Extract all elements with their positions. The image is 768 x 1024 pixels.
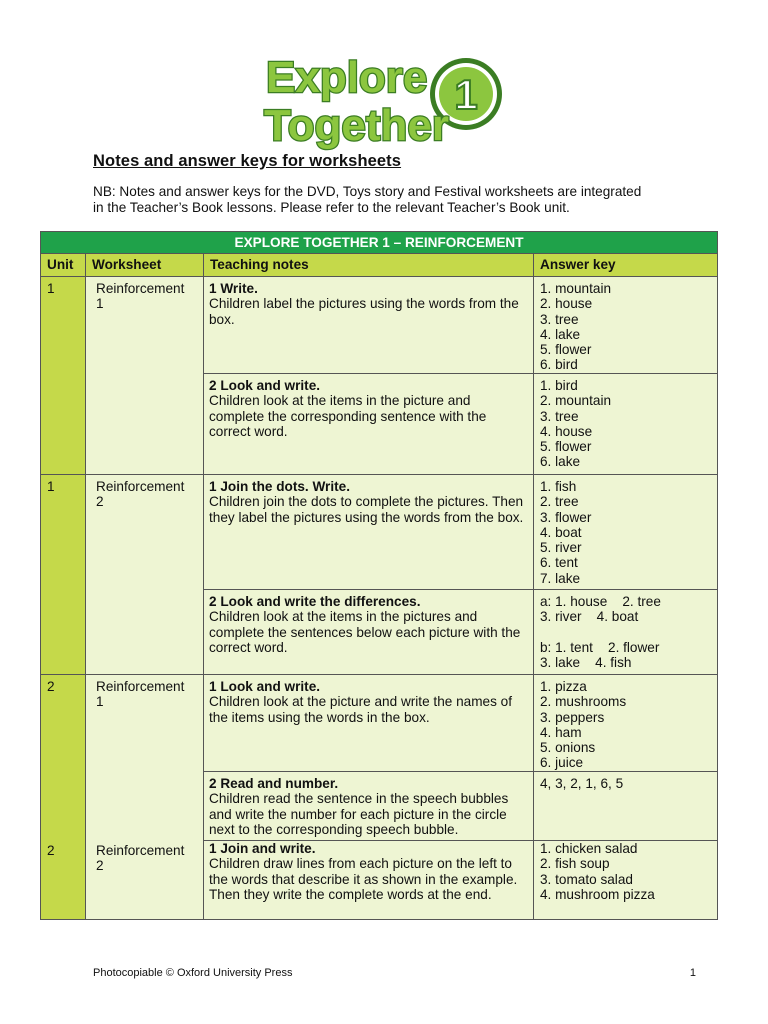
answer-item: 2. mountain: [540, 393, 612, 409]
answer-item: 5. flower: [540, 439, 592, 455]
explore-together-logo: [258, 48, 514, 154]
teaching-note: [204, 475, 534, 590]
answer-item: 6. bird: [540, 357, 578, 373]
task-description: Children label the pictures using the words from the box.: [209, 296, 519, 327]
task-title: 2 Read and number.: [209, 776, 339, 791]
page-title: Notes and answer keys for worksheets: [93, 152, 402, 170]
task-description: Children look at the items in the pictures and complete the sentences below each picture with the correct word.: [209, 609, 521, 655]
logo-graphic: [258, 48, 514, 154]
task-description: Children look at the items in the picture and complete the corresponding sentence with the correct word.: [209, 393, 487, 439]
table-banner: EXPLORE TOGETHER 1 – REINFORCEMENT: [41, 232, 718, 254]
worksheet-cell: Reinforcement 1: [86, 277, 204, 475]
answer-gap: [540, 625, 711, 640]
unit-cell: 1: [41, 277, 86, 475]
header-teaching-notes: Teaching notes: [204, 254, 534, 277]
logo-word-together: Together: [264, 101, 449, 150]
header-answer-key: Answer key: [534, 254, 718, 277]
answer-item: 3. river 4. boat: [540, 609, 639, 625]
answer-item: 5. flower: [540, 342, 592, 358]
answer-item: 4. house: [540, 423, 593, 439]
table-row: [41, 675, 718, 772]
answer-item: 7. lake: [540, 570, 581, 586]
footer-copyright: Photocopiable © Oxford University Press: [93, 967, 293, 979]
table-banner-row: [41, 232, 718, 254]
worksheet-cell: Reinforcement 2: [96, 843, 185, 874]
answer-item: 1. chicken salad: [540, 841, 638, 856]
answer-item: a: 1. house 2. tree: [540, 594, 661, 609]
teaching-note: [204, 374, 534, 475]
table-row: [41, 277, 718, 374]
answer-item: b: 1. tent 2. flower: [540, 639, 660, 655]
answer-item: 5. onions: [540, 740, 596, 756]
answer-item: 1. fish: [540, 479, 577, 494]
task-title: 2 Look and write.: [209, 378, 321, 393]
answer-item: 2. house: [540, 296, 593, 312]
answer-item: 4. lake: [540, 326, 581, 342]
worksheet-cell: Reinforcement 1: [96, 679, 185, 710]
answer-item: 4, 3, 2, 1, 6, 5: [540, 776, 624, 791]
teaching-note: [204, 772, 534, 841]
logo-word-explore: Explore: [266, 53, 428, 102]
answer-item: 3. lake 4. fish: [540, 655, 632, 671]
answer-item: 6. tent: [540, 555, 578, 571]
answer-key: [534, 374, 718, 475]
task-title: 1 Join the dots. Write.: [209, 479, 350, 494]
answer-key: [534, 675, 718, 772]
answer-item: 4. boat: [540, 524, 582, 540]
answer-key-table: [40, 231, 718, 920]
task-description: Children draw lines from each picture on the left to the words that describe it as shown in the example. Then they write the complete words at the end.: [209, 856, 518, 902]
answer-item: 1. mountain: [540, 281, 612, 296]
header-unit: Unit: [41, 254, 86, 277]
unit-cell-group: [41, 675, 86, 920]
answer-key: [534, 772, 718, 841]
header-worksheet: Worksheet: [86, 254, 204, 277]
unit-cell: 2: [47, 843, 55, 858]
answer-key: [534, 590, 718, 675]
unit-cell: 1: [41, 475, 86, 675]
answer-item: 6. lake: [540, 454, 581, 470]
answer-item: 6. juice: [540, 755, 584, 771]
answer-item: 3. tomato salad: [540, 871, 633, 887]
answer-item: 2. mushrooms: [540, 694, 627, 710]
answer-item: 3. flower: [540, 509, 592, 525]
answer-item: 2. tree: [540, 494, 579, 510]
answer-item: 5. river: [540, 540, 582, 556]
task-title: 2 Look and write the differences.: [209, 594, 421, 609]
answer-item: 1. pizza: [540, 679, 587, 694]
worksheet-cell-group: [86, 675, 204, 920]
answer-item: 3. tree: [540, 408, 579, 424]
task-description: Children read the sentence in the speech bubbles and write the number for each picture in the circle next to the corresponding speech bubble.: [209, 791, 509, 837]
answer-key: [534, 841, 718, 920]
teaching-note: [204, 590, 534, 675]
task-title: 1 Look and write.: [209, 679, 321, 694]
task-description: Children join the dots to complete the pictures. Then they label the pictures using the words from the box.: [209, 494, 524, 525]
answer-item: 2. fish soup: [540, 856, 610, 872]
intro-line-1: NB: Notes and answer keys for the DVD, Toys story and Festival worksheets are integrated: [93, 184, 642, 199]
intro-line-2: in the Teacher’s Book lessons. Please refer to the relevant Teacher’s Book unit.: [93, 200, 570, 215]
task-title: 1 Write.: [209, 281, 258, 296]
answer-item: 3. peppers: [540, 709, 605, 725]
answer-key: [534, 475, 718, 590]
table-row: [41, 475, 718, 590]
teaching-note: [204, 277, 534, 374]
answer-item: 4. mushroom pizza: [540, 886, 655, 902]
intro-note: [93, 184, 693, 216]
page-number: 1: [689, 967, 696, 979]
answer-item: 4. ham: [540, 724, 582, 740]
teaching-note: [204, 675, 534, 772]
answer-key: [534, 277, 718, 374]
answer-item: 3. tree: [540, 311, 579, 327]
table-header-row: [41, 254, 718, 277]
answer-item: 1. bird: [540, 378, 578, 393]
unit-cell: 2: [47, 679, 55, 694]
logo-badge-number: 1: [454, 71, 478, 118]
task-description: Children look at the picture and write the names of the items using the words in the box.: [209, 694, 513, 725]
task-title: 1 Join and write.: [209, 841, 316, 856]
worksheet-cell: Reinforcement 2: [86, 475, 204, 675]
teaching-note: [204, 841, 534, 920]
